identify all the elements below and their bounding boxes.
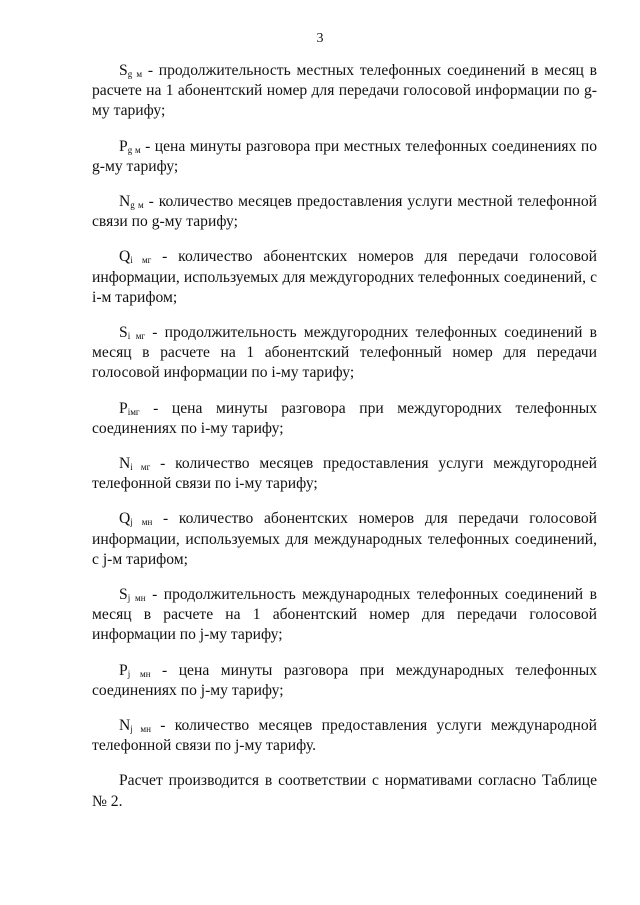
definition-paragraph <box>92 247 597 308</box>
definition-text: - продолжительность местных телефонных соединений в месяц в расчете на 1 абонентский номер для передачи голосовой информации по g-му тарифу; <box>92 62 597 120</box>
document-body <box>92 61 597 827</box>
definition-text: - количество абонентских номеров для передачи голосовой информации, используемых для междугородних телефонных соединений, с i-м тарифом; <box>92 248 597 306</box>
variable-symbol: Q <box>119 510 131 528</box>
variable-symbol: S <box>119 62 128 79</box>
definition-paragraph <box>92 585 597 646</box>
definition-text: - количество месяцев предоставления услуги международной телефонной связи по j-му тарифу. <box>92 717 597 755</box>
variable-symbol: S <box>119 586 128 604</box>
final-paragraph: Расчет производится в соответствии с нормативами согласно Таблице № 2. <box>92 772 597 810</box>
variable-subscript: i мг <box>130 462 151 473</box>
definition-text: - продолжительность международных телефонных соединений в месяц в расчете на 1 абонентский номер для передачи голосовой информации по j-му тарифу; <box>92 586 598 644</box>
variable-symbol: N <box>119 455 131 473</box>
definition-paragraph <box>92 661 597 701</box>
variable-symbol: Q <box>119 248 131 266</box>
variable-subscript: j мн <box>127 668 151 679</box>
definition-text: - цена минуты разговора при междугородних телефонных соединениях по i-му тарифу; <box>92 399 597 437</box>
definition-paragraph <box>92 509 597 570</box>
definition-text: - цена минуты разговора при международных телефонных соединениях по j-му тарифу; <box>92 661 598 699</box>
variable-symbol: S <box>119 324 128 342</box>
definition-text: - продолжительность междугородних телефонных соединений в месяц в расчете на 1 абонентский телефонный номер для передачи голосовой информации по i-му тарифу; <box>92 324 598 382</box>
definition-paragraph <box>92 454 597 494</box>
variable-symbol: N <box>119 193 131 211</box>
variable-subscript: g м <box>130 200 144 211</box>
variable-subscript: i мг <box>130 255 152 266</box>
definition-paragraph <box>92 399 597 439</box>
variable-subscript: j мн <box>130 724 151 735</box>
variable-symbol: P <box>119 137 128 155</box>
variable-symbol: P <box>119 399 128 417</box>
definition-text: - количество месяцев предоставления услуги местной телефонной связи по g-му тарифу; <box>92 193 597 231</box>
definition-paragraph <box>92 192 597 232</box>
page-number: 3 <box>316 31 324 46</box>
variable-subscript: g м <box>127 144 141 155</box>
variable-subscript: iмг <box>127 406 140 417</box>
definition-text: - количество абонентских номеров для передачи голосовой информации, используемых для международных телефонных соединений, с j-м тарифом; <box>92 510 597 568</box>
definition-text: - количество месяцев предоставления услуги междугородней телефонной связи по i-му тарифу; <box>92 455 597 493</box>
variable-symbol: P <box>119 661 128 679</box>
variable-subscript: j мн <box>127 593 146 604</box>
variable-subscript: j мн <box>130 517 153 528</box>
variable-symbol: N <box>119 717 131 735</box>
variable-subscript: i мг <box>127 331 146 342</box>
variable-subscript: g м <box>127 69 143 79</box>
definition-paragraph <box>92 61 597 122</box>
definition-paragraph <box>92 323 597 384</box>
definition-paragraph <box>92 716 597 756</box>
definition-paragraph <box>92 137 597 177</box>
definition-text: - цена минуты разговора при местных телефонных соединениях по g-му тарифу; <box>92 137 597 175</box>
